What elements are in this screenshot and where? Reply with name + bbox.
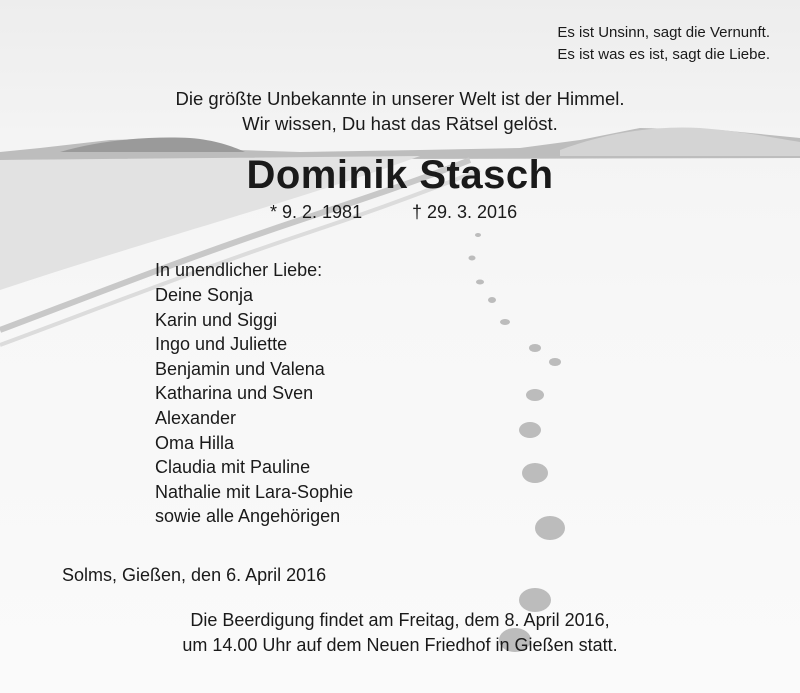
death-date: † 29. 3. 2016: [412, 202, 518, 222]
mourners-list: [155, 283, 353, 529]
mourner-item: Alexander: [155, 407, 237, 428]
motto-line-2: Es ist was es ist, sagt die Liebe.: [557, 46, 770, 63]
mourner-item: Claudia mit Pauline: [155, 457, 311, 478]
funeral-info: [0, 608, 800, 658]
birth-date: * 9. 2. 1981: [270, 202, 363, 222]
poem-line-2: Wir wissen, Du hast das Rätsel gelöst.: [242, 113, 558, 134]
mourner-item: Nathalie mit Lara-Sophie: [155, 481, 354, 502]
motto-line-1: Es ist Unsinn, sagt die Vernunft.: [557, 24, 770, 41]
mourner-item: Oma Hilla: [155, 432, 235, 453]
poem-line-1: Die größte Unbekannte in unserer Welt ist der Himmel.: [175, 88, 625, 109]
mourner-item: Ingo und Juliette: [155, 334, 288, 355]
motto: [557, 22, 770, 66]
mourner-item: sowie alle Angehörigen: [155, 506, 341, 527]
funeral-line-2: um 14.00 Uhr auf dem Neuen Friedhof in Gießen statt.: [182, 635, 618, 655]
mourners-greeting: In unendlicher Liebe:: [155, 260, 323, 280]
poem: [0, 86, 800, 136]
funeral-line-1: Die Beerdigung findet am Freitag, dem 8. April 2016,: [190, 610, 610, 630]
mourner-item: Katharina und Sven: [155, 383, 314, 404]
deceased-name: Dominik Stasch: [246, 153, 554, 197]
mourner-item: Deine Sonja: [155, 285, 254, 305]
mourner-item: Benjamin und Valena: [155, 358, 325, 379]
place-and-date: Solms, Gießen, den 6. April 2016: [62, 565, 327, 585]
footprints: [469, 233, 566, 652]
mourner-item: Karin und Siggi: [155, 309, 278, 330]
